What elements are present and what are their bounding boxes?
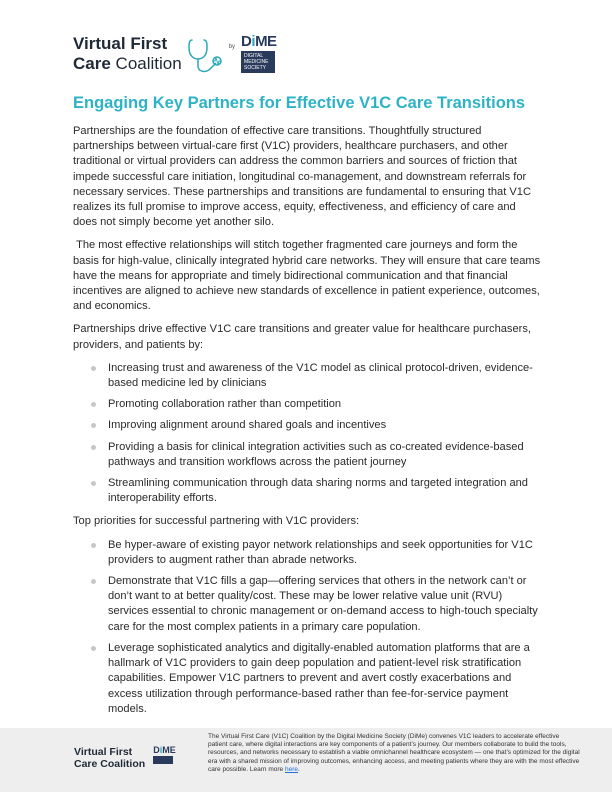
learn-more-link[interactable]: here (284, 765, 298, 773)
main-content (73, 124, 544, 725)
intro-paragraph: Partnerships are the foundation of effective care transitions. Thoughtfully structured partnerships between virtual-care first (V1C) providers, healthcare purchasers, and other traditional or virtual providers can address the common barriers and sources of friction that impede successful care initiation, longitudinal co-management, and downstream referrals for necessary services. These partnerships and transitions are fundamental to ensuring that V1C realizes its full promise to improve access, equity, effectiveness, and efficiency of care and does not simply become yet another silo. (73, 125, 531, 229)
list-item: Streamlining communication through data sharing norms and targeted integration and interoperability efforts. (73, 476, 541, 506)
priorities-list (73, 538, 541, 717)
benefits-list (73, 361, 541, 507)
footer-logo-line2: Care Coalition (74, 758, 146, 770)
logo-line1: Virtual First (73, 34, 168, 53)
stethoscope-icon (186, 36, 226, 76)
footer-dime-logo: DiME (153, 746, 176, 764)
list-item: Be hyper-aware of existing payor network relationships and seek opportunities for V1C providers to augment rather than abrade networks. (73, 538, 541, 568)
footer (0, 728, 612, 792)
dime-logo (241, 34, 277, 73)
list-item: Demonstrate that V1C fills a gap—offering services that others in the network can’t or don’t want to at better quality/cost. These may be lower relative value unit (RVU) services essential to chronic management or on-demand access to high-touch specialty care for the most complex patients in a primary care population. (73, 574, 541, 635)
logo-line2: Care Coalition (73, 54, 182, 73)
list-item: Leverage sophisticated analytics and digitally-enabled automation platforms that are a hallmark of V1C providers to gain deep population and patient-level risk stratification capabilities. Empower V1C partners to prevent and avert costly exacerbations and excess utilization through performance-based rather than fee-for-service payment models. (73, 641, 541, 717)
footer-logo (74, 746, 176, 770)
vfc-logo (73, 34, 277, 76)
footer-logo-line1: Virtual First (74, 746, 133, 758)
list-item: Increasing trust and awareness of the V1C model as clinical protocol-driven, evidence-based medicine led by clinicians (73, 361, 541, 391)
by-label: by (228, 44, 236, 50)
list-item: Providing a basis for clinical integration activities such as co-created evidence-based pathways and transition workflows across the patient journey (73, 440, 541, 470)
footer-description: The Virtual First Care (V1C) Coalition by the Digital Medicine Society (DiMe) convenes V1C leaders to accelerate effective patient care, where digital interactions are key components of a patient’s journey. Our members collaborate to build the tools, resources, and networks necessary to establish a viable omnichannel healthcare ecosystem — one that’s optimized for the digital era with a shared mission of improving outcomes, enhancing access, and meeting patients where they are with the most effective care possible. Learn more here. (208, 733, 580, 773)
priorities-lead: Top priorities for successful partnering with V1C providers: (73, 515, 360, 528)
partnerships-lead: Partnerships drive effective V1C care transitions and greater value for healthcare purchasers, providers, and patients by: (73, 323, 531, 351)
relationships-paragraph: The most effective relationships will stitch together fragmented care journeys and form the basis for high-value, clinically integrated hybrid care networks. They will ensure that care teams have the means for appropriate and timely bidirectional communication and that financial incentives are aligned to achieve new standards of excellence in patient experience, outcomes, and economics. (73, 239, 544, 313)
logo-text (73, 34, 182, 74)
list-item: Promoting collaboration rather than competition (73, 397, 541, 412)
dime-wordmark: DiME (241, 33, 277, 50)
list-item: Improving alignment around shared goals and incentives (73, 418, 541, 433)
page-title: Engaging Key Partners for Effective V1C Care Transitions (73, 94, 526, 112)
dime-subtitle-box: DIGITAL MEDICINE SOCIETY (241, 51, 275, 73)
